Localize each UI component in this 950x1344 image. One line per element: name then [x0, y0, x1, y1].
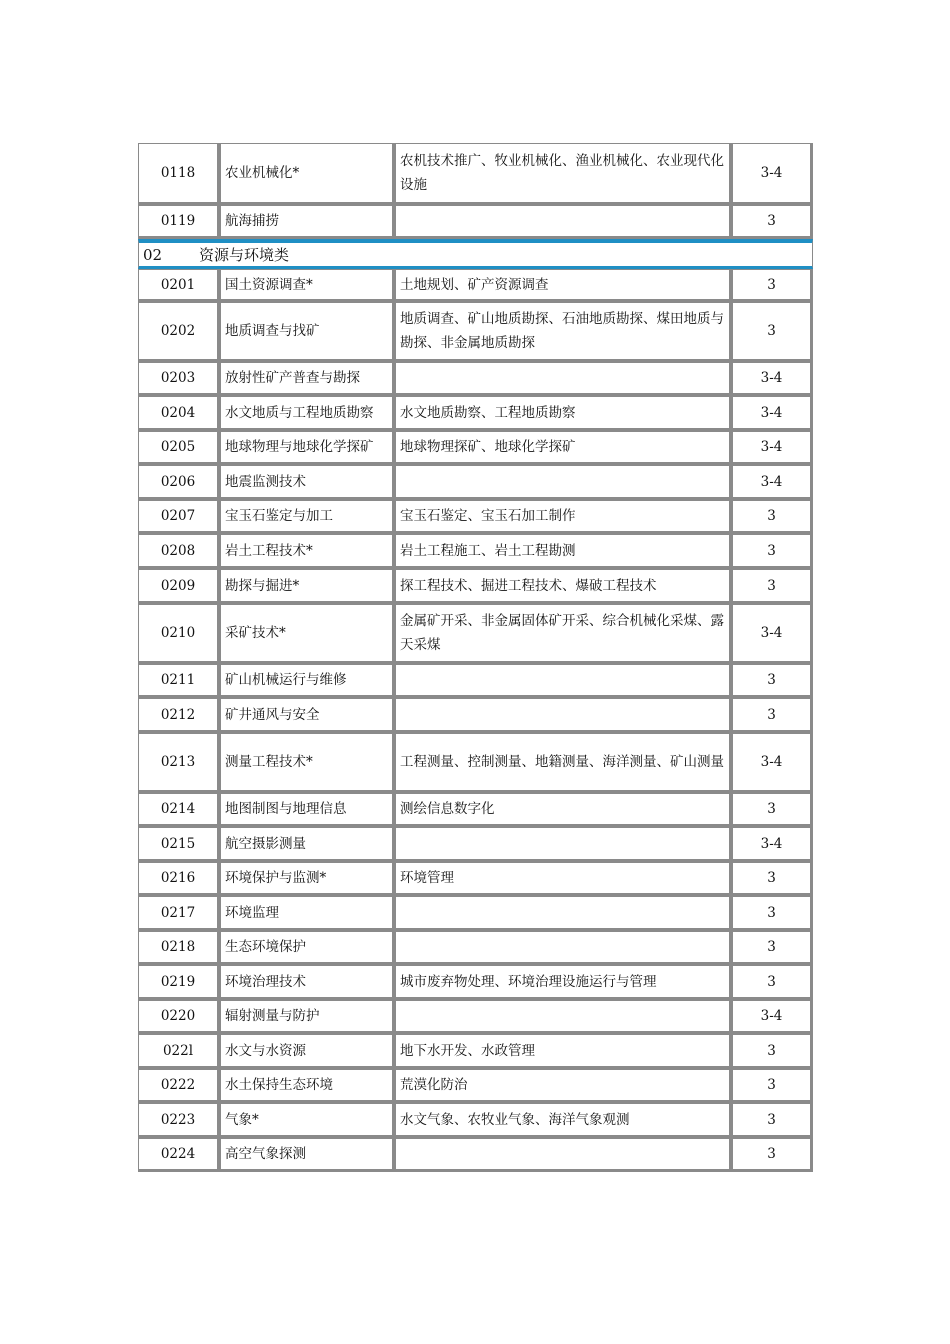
specialty-name: 高空气象探测 [220, 1138, 395, 1172]
table-row [138, 362, 813, 396]
specialty-code: 0211 [138, 664, 220, 698]
specialty-name: 矿井通风与安全 [220, 698, 395, 733]
specialty-name: 采矿技术* [220, 604, 395, 664]
specialty-directions [395, 896, 732, 931]
specialty-directions: 工程测量、控制测量、地籍测量、海洋测量、矿山测量 [395, 733, 732, 793]
table-row [138, 431, 813, 465]
specialty-name: 地质调查与找矿 [220, 302, 395, 362]
specialty-directions: 城市废弃物处理、环境治理设施运行与管理 [395, 965, 732, 1000]
table-row [138, 205, 813, 239]
specialty-directions: 宝玉石鉴定、宝玉石加工制作 [395, 500, 732, 534]
table-row [138, 465, 813, 500]
study-years: 3 [732, 931, 813, 965]
specialty-name: 勘探与掘进* [220, 569, 395, 604]
study-years: 3-4 [732, 143, 813, 205]
specialty-code: 0203 [138, 362, 220, 396]
specialty-name: 放射性矿产普查与勘探 [220, 362, 395, 396]
study-years: 3 [732, 534, 813, 569]
specialty-code: 0209 [138, 569, 220, 604]
specialty-name: 航海捕捞 [220, 205, 395, 239]
table-row [138, 1138, 813, 1172]
specialty-code: 0218 [138, 931, 220, 965]
specialty-code: 0214 [138, 793, 220, 827]
study-years: 3 [732, 302, 813, 362]
specialty-table [138, 143, 813, 1172]
specialty-directions [395, 931, 732, 965]
table-row [138, 896, 813, 931]
specialty-directions [395, 205, 732, 239]
specialty-code: 0118 [138, 143, 220, 205]
study-years: 3-4 [732, 604, 813, 664]
specialty-code: 0205 [138, 431, 220, 465]
specialty-code: 0219 [138, 965, 220, 1000]
table-row [138, 698, 813, 733]
specialty-directions: 地质调查、矿山地质勘探、石油地质勘探、煤田地质与勘探、非金属地质勘探 [395, 302, 732, 362]
specialty-code: 0215 [138, 827, 220, 862]
specialty-code: 0224 [138, 1138, 220, 1172]
study-years: 3 [732, 664, 813, 698]
table-row [138, 569, 813, 604]
specialty-directions: 水文气象、农牧业气象、海洋气象观测 [395, 1103, 732, 1138]
specialty-name: 矿山机械运行与维修 [220, 664, 395, 698]
specialty-directions: 探工程技术、掘进工程技术、爆破工程技术 [395, 569, 732, 604]
specialty-directions [395, 664, 732, 698]
study-years: 3 [732, 1034, 813, 1069]
specialty-name: 气象* [220, 1103, 395, 1138]
specialty-code: 0223 [138, 1103, 220, 1138]
specialty-code: 0206 [138, 465, 220, 500]
specialty-code: 0207 [138, 500, 220, 534]
table-body-main [138, 269, 813, 1172]
study-years: 3 [732, 793, 813, 827]
study-years: 3 [732, 1069, 813, 1103]
specialty-code: 0201 [138, 269, 220, 302]
specialty-name: 水文与水资源 [220, 1034, 395, 1069]
specialty-name: 环境监理 [220, 896, 395, 931]
table-row [138, 793, 813, 827]
specialty-directions: 金属矿开采、非金属固体矿开采、综合机械化采煤、露天采煤 [395, 604, 732, 664]
specialty-directions: 环境管理 [395, 862, 732, 896]
study-years: 3-4 [732, 396, 813, 431]
study-years: 3-4 [732, 1000, 813, 1034]
specialty-directions [395, 827, 732, 862]
table-row [138, 302, 813, 362]
specialty-directions [395, 465, 732, 500]
specialty-code: 0204 [138, 396, 220, 431]
table-row [138, 500, 813, 534]
study-years: 3 [732, 569, 813, 604]
specialty-name: 地图制图与地理信息 [220, 793, 395, 827]
specialty-name: 环境治理技术 [220, 965, 395, 1000]
table-row [138, 1069, 813, 1103]
table-body-top [138, 143, 813, 239]
category-code: 02 [143, 245, 163, 264]
specialty-name: 宝玉石鉴定与加工 [220, 500, 395, 534]
specialty-code: 0208 [138, 534, 220, 569]
study-years: 3 [732, 896, 813, 931]
specialty-code: 0217 [138, 896, 220, 931]
specialty-name: 地球物理与地球化学探矿 [220, 431, 395, 465]
table-row [138, 143, 813, 205]
table-row [138, 965, 813, 1000]
study-years: 3 [732, 698, 813, 733]
specialty-name: 农业机械化* [220, 143, 395, 205]
table-row [138, 733, 813, 793]
table-row [138, 1034, 813, 1069]
table-row [138, 396, 813, 431]
specialty-name: 辐射测量与防护 [220, 1000, 395, 1034]
specialty-code: 0119 [138, 205, 220, 239]
specialty-directions: 测绘信息数字化 [395, 793, 732, 827]
study-years: 3-4 [732, 465, 813, 500]
specialty-directions: 地下水开发、水政管理 [395, 1034, 732, 1069]
specialty-directions: 地球物理探矿、地球化学探矿 [395, 431, 732, 465]
specialty-directions [395, 362, 732, 396]
specialty-name: 生态环境保护 [220, 931, 395, 965]
table-row [138, 862, 813, 896]
study-years: 3 [732, 965, 813, 1000]
table-row [138, 269, 813, 302]
specialty-code: 0210 [138, 604, 220, 664]
category-row [138, 239, 813, 269]
specialty-directions: 水文地质勘察、工程地质勘察 [395, 396, 732, 431]
study-years: 3-4 [732, 431, 813, 465]
specialty-directions: 荒漠化防治 [395, 1069, 732, 1103]
specialty-name: 国土资源调查* [220, 269, 395, 302]
specialty-name: 水文地质与工程地质勘察 [220, 396, 395, 431]
specialty-directions [395, 698, 732, 733]
study-years: 3-4 [732, 733, 813, 793]
specialty-name: 水土保持生态环境 [220, 1069, 395, 1103]
specialty-directions: 农机技术推广、牧业机械化、渔业机械化、农业现代化设施 [395, 143, 732, 205]
specialty-name: 地震监测技术 [220, 465, 395, 500]
table-row [138, 1000, 813, 1034]
study-years: 3 [732, 862, 813, 896]
category-name: 资源与环境类 [199, 246, 290, 264]
table-row [138, 604, 813, 664]
specialty-name: 环境保护与监测* [220, 862, 395, 896]
specialty-code: 0220 [138, 1000, 220, 1034]
table-row [138, 534, 813, 569]
specialty-code: 0202 [138, 302, 220, 362]
study-years: 3 [732, 1138, 813, 1172]
specialty-name: 测量工程技术* [220, 733, 395, 793]
specialty-code: 0212 [138, 698, 220, 733]
study-years: 3 [732, 205, 813, 239]
study-years: 3-4 [732, 362, 813, 396]
specialty-directions: 土地规划、矿产资源调查 [395, 269, 732, 302]
specialty-code: 0216 [138, 862, 220, 896]
specialty-directions: 岩土工程施工、岩土工程勘测 [395, 534, 732, 569]
table-row [138, 664, 813, 698]
table-row [138, 1103, 813, 1138]
study-years: 3 [732, 500, 813, 534]
specialty-directions [395, 1000, 732, 1034]
specialty-code: 0213 [138, 733, 220, 793]
table-row [138, 931, 813, 965]
study-years: 3-4 [732, 827, 813, 862]
specialty-name: 航空摄影测量 [220, 827, 395, 862]
specialty-code: 022l [138, 1034, 220, 1069]
table-row [138, 827, 813, 862]
study-years: 3 [732, 1103, 813, 1138]
specialty-name: 岩土工程技术* [220, 534, 395, 569]
specialty-directions [395, 1138, 732, 1172]
study-years: 3 [732, 269, 813, 302]
specialty-code: 0222 [138, 1069, 220, 1103]
